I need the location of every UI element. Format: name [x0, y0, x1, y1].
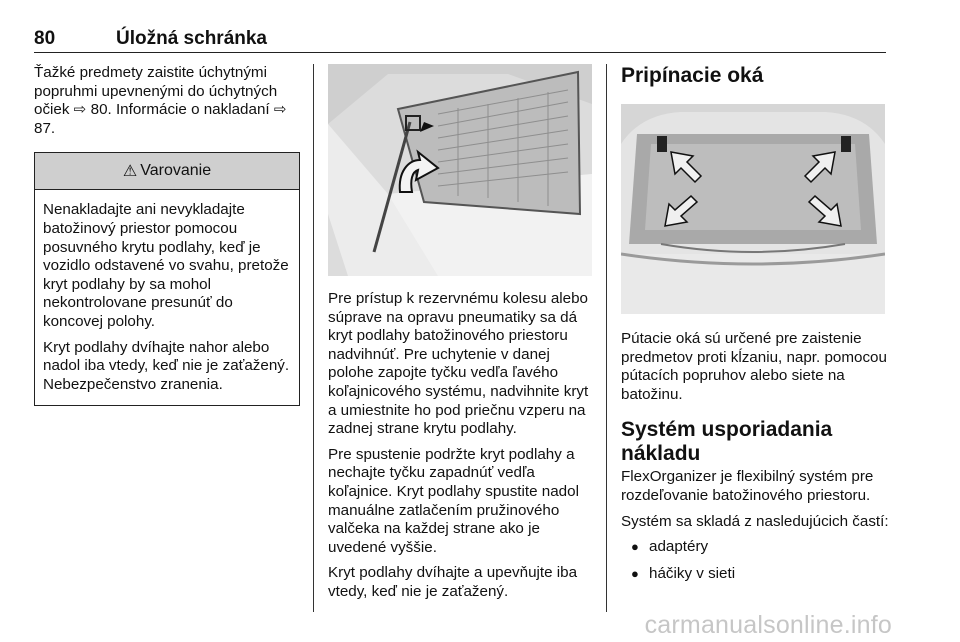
warning-paragraph: Nenakladajte ani nevykladajte batožinový priestor pomocou posuvného krytu podlahy, keď je vozidlo odstavené vo svahu, pretože kryt podlahy by sa mohol nekontrolovane presunúť do koncovej polohy.	[43, 201, 289, 330]
column-left	[34, 64, 300, 406]
warning-triangle-icon: ⚠	[122, 163, 138, 181]
floor-cover-illustration	[328, 64, 592, 276]
warning-title: Varovanie	[140, 162, 212, 180]
parts-list	[621, 538, 889, 583]
floor-cover-drawing	[328, 64, 592, 276]
section-heading: Pripínacie oká	[621, 64, 764, 87]
body-paragraph: Pre prístup k rezervnému kolesu alebo súprave na opravu pneumatiky sa dá kryt podlahy batožinového priestoru nadvihnúť. Pre uchytenie v danej polohe zapojte tyčku vedľa ľavého koľajnicového systému, nadvihnite kryt a umiestnite ho pod priečnu vzperu na zadnej strane krytu podlahy.	[328, 290, 589, 438]
column-middle	[328, 64, 592, 609]
body-paragraph: Pre spustenie podržte kryt podlahy a nechajte tyčku zapadnúť vedľa koľajnice. Kryt podlahy spustite nadol manuálne zatlačením pružinového valčeka na každej strane ako je uvedené vyššie.	[328, 445, 579, 556]
intro-paragraph: Ťažké predmety zaistite úchytnými popruhmi upevnenými do úchytných očiek ⇨ 80. Informácie o nakladaní ⇨ 87.	[34, 64, 287, 137]
list-item: ● adaptéry	[621, 538, 889, 557]
warning-header	[35, 153, 299, 190]
warning-box	[34, 152, 300, 406]
page-title: Úložná schránka	[116, 28, 267, 49]
column-right	[621, 64, 889, 591]
warning-paragraph: Kryt podlahy dvíhajte nahor alebo nadol iba vtedy, keď nie je zaťažený. Nebezpečenstvo zranenia.	[43, 338, 290, 393]
list-item: ● háčiky v sieti	[621, 565, 889, 584]
body-paragraph: Systém sa skladá z nasledujúcich častí:	[621, 512, 889, 530]
watermark: carmanualsonline.info	[644, 611, 892, 639]
column-divider	[313, 64, 314, 612]
body-paragraph: FlexOrganizer je flexibilný systém pre rozdeľovanie batožinového priestoru.	[621, 468, 874, 504]
body-paragraph: Kryt podlahy dvíhajte a upevňujte iba vtedy, keď nie je zaťažený.	[328, 564, 578, 600]
trunk-drawing	[621, 104, 885, 314]
warning-body	[35, 190, 299, 405]
section-heading: Systém usporiadania nákladu	[621, 418, 833, 466]
body-paragraph: Pútacie oká sú určené pre zaistenie predmetov proti kĺzaniu, napr. pomocou pútacích popruhov alebo siete na batožinu.	[621, 330, 887, 403]
page-number: 80	[34, 28, 56, 49]
column-divider	[606, 64, 607, 612]
page-header	[34, 22, 886, 53]
lashing-eyes-illustration	[621, 104, 885, 314]
